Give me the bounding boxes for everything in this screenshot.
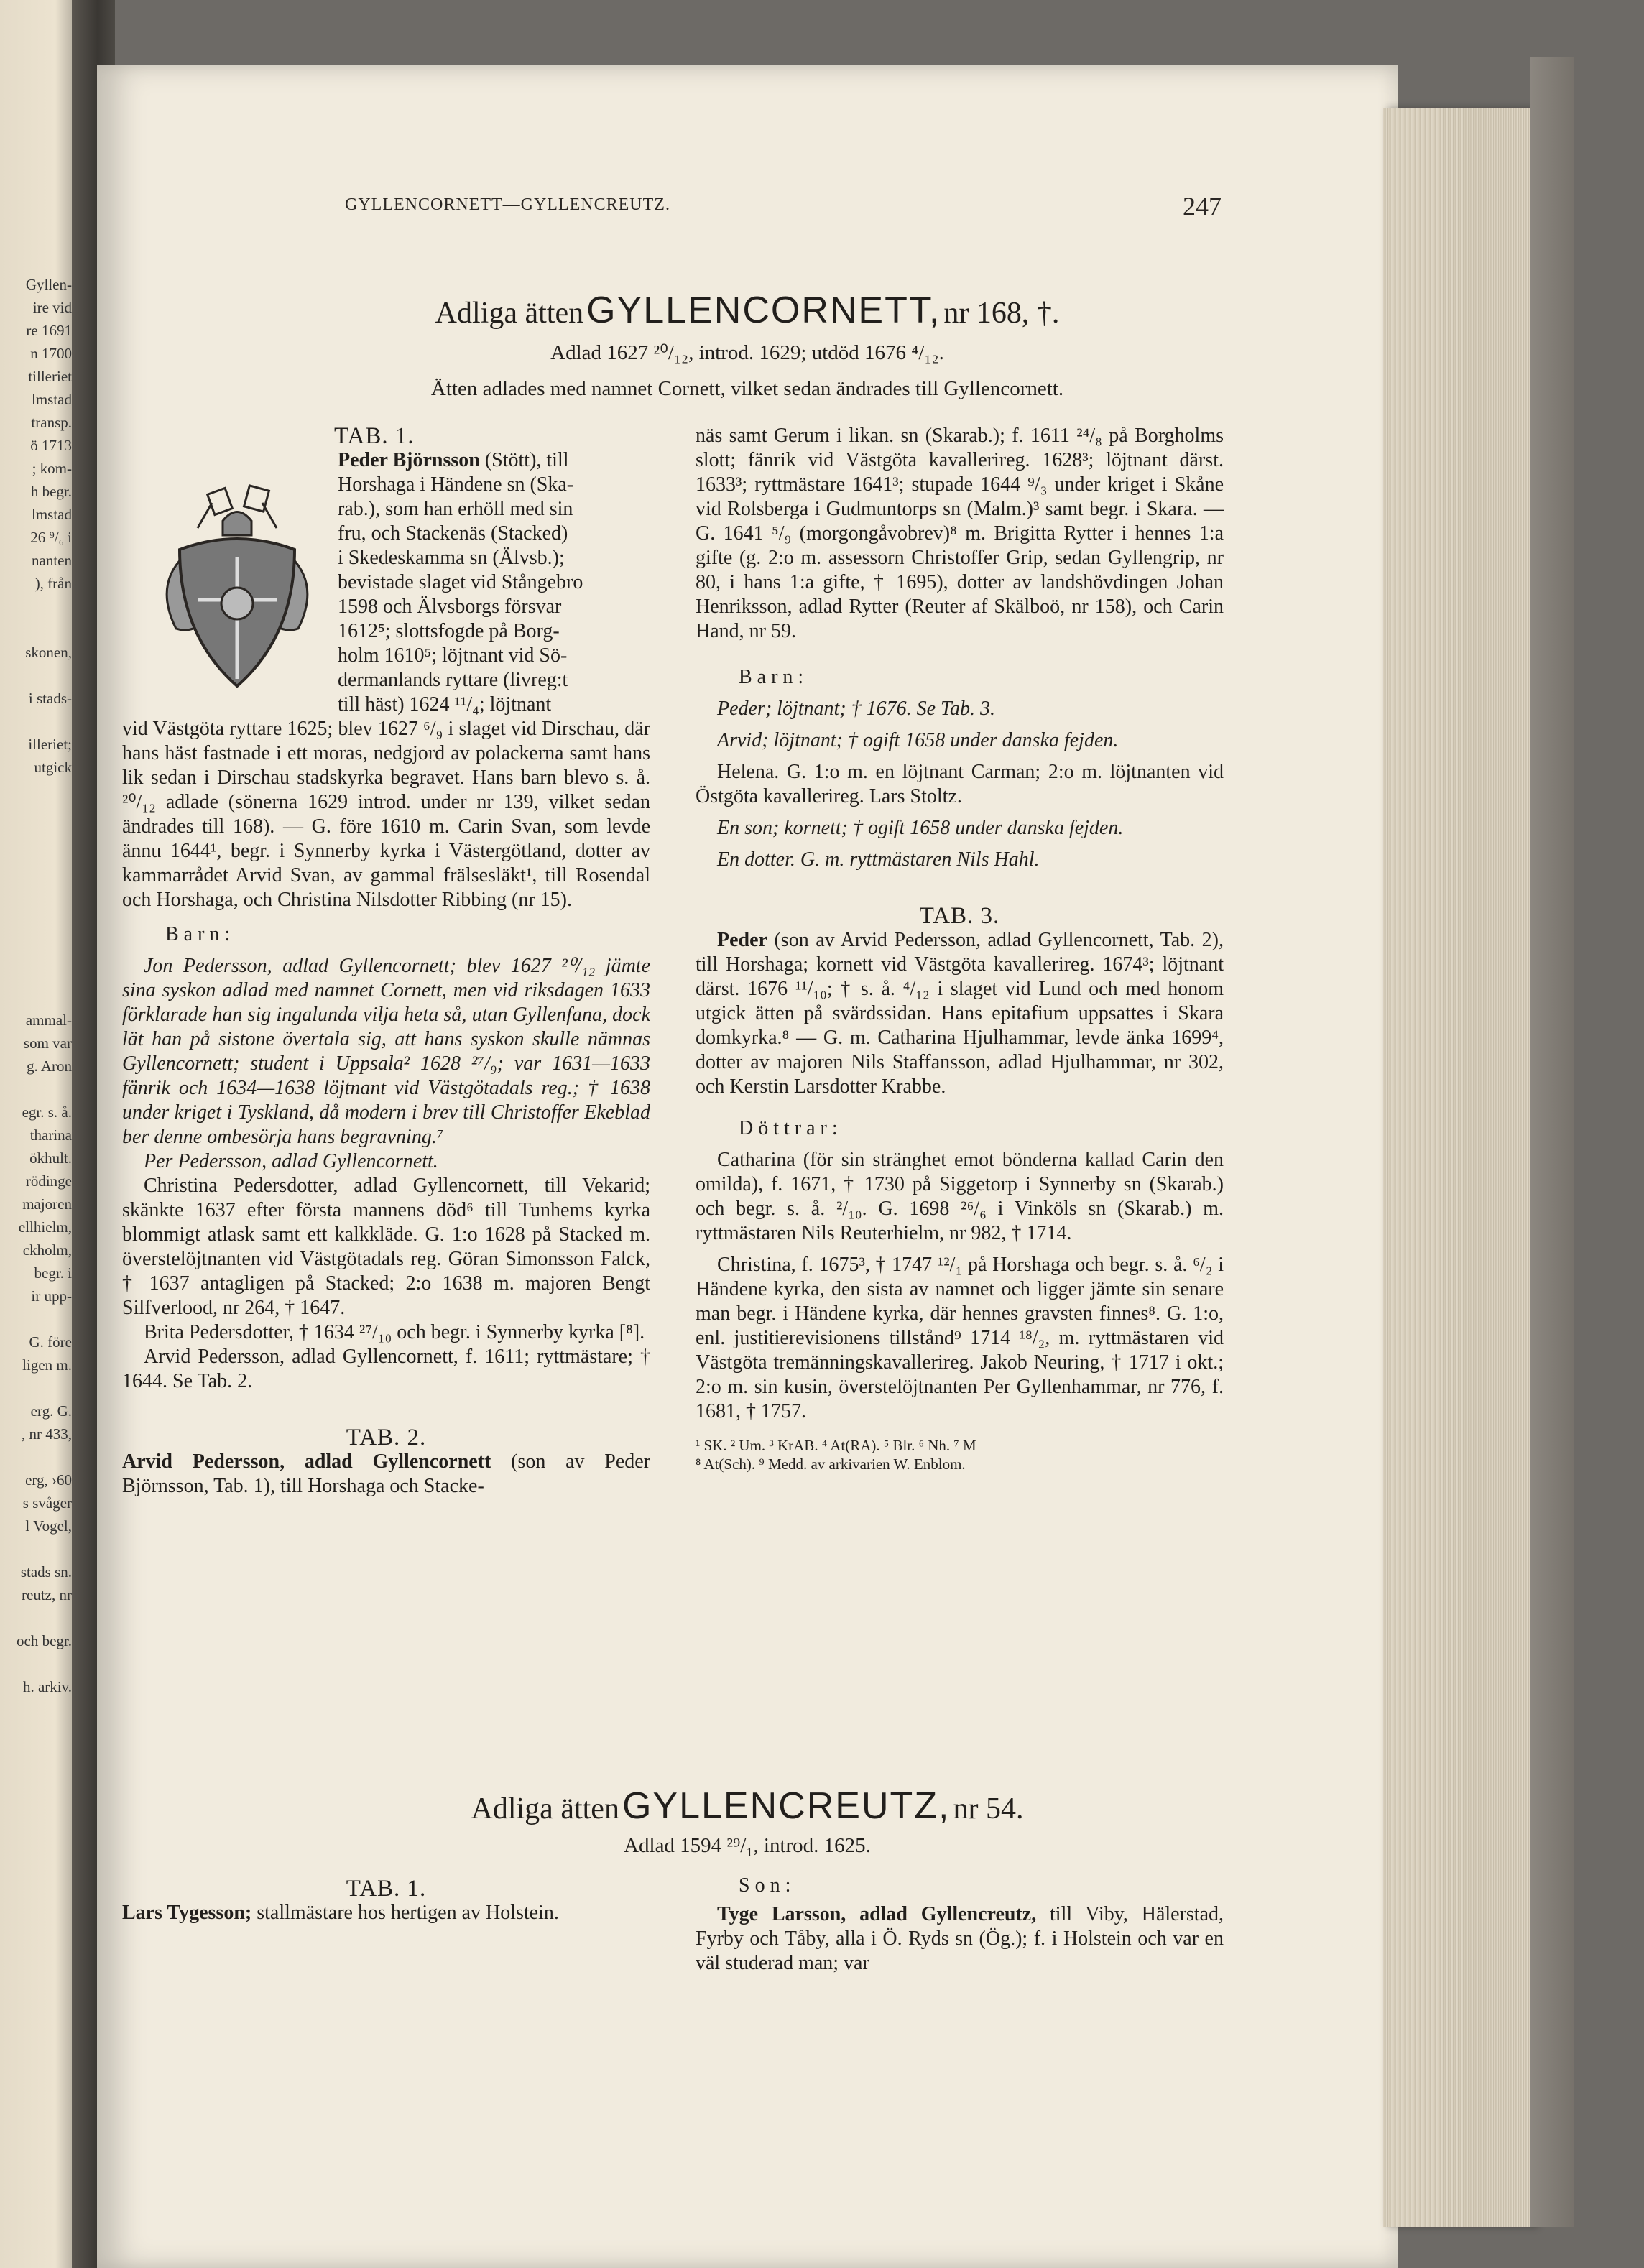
- arvid-entry: Arvid Pedersson, adlad Gyllencornett, f. 1611; ryttmästare; † 1644. Se Tab. 2.: [122, 1346, 650, 1392]
- peder-bjornsson-entry-top: [338, 448, 650, 717]
- left-page-line: h. arkiv.: [22, 1678, 72, 1695]
- left-page-line: [0, 963, 72, 986]
- tyge-entry: Tyge Larsson, adlad Gyllencreutz, till Viby, Hälerstad, Fyrby och Tåby, alla i Ö. Ryds sn (Ög.); f. i Holstein och var en väl studerad man; var: [696, 1903, 1224, 1974]
- left-page-line: lmstad: [32, 506, 72, 523]
- entry-line: [338, 497, 650, 522]
- left-page-line: ökhult.: [29, 1149, 72, 1167]
- left-page-line: 26 ⁹/₆ i: [30, 529, 72, 546]
- left-page-line: erg, ›60: [25, 1471, 72, 1489]
- left-page-line: [0, 779, 72, 802]
- entry-line: [338, 473, 650, 497]
- left-page-line: nanten: [32, 552, 72, 569]
- tab-3-entry: Peder (son av Arvid Pedersson, adlad Gyllencornett, Tab. 2), till Horshaga; kornett vid Västgöta kavallerireg. 1674³; löjtnant därst. 1676 ¹¹/₁₀; † s. å. ⁴/₁₂ i slaget vid Lund och med honom utgick ätten på svärdssidan. Hans epitafium uppsattes i Skara domkyrka.⁸ — G. m. Catharina Hjulhammar, levde änka 1699⁴, dotter av majoren Nils Staffansson, adlad Hjulhammar, nr 302, och Kerstin Larsdotter Krabbe.: [696, 929, 1224, 1098]
- christina-entry: Christina Pedersdotter, adlad Gyllencornett, till Vekarid; skänkte 1637 efter första mannens död⁶ till Tunhems kyrka blommigt atlask samt ett kalkkläde. G. 1:o 1628 på Stacked m. överstelöjtnanten vid Västgötadals reg. Göran Simonsson Falck, † 1637 antagligen på Stacked; 2:o 1638 m. majoren Bengt Silfverlood, nr 264, † 1647.: [122, 1175, 650, 1319]
- entry-line: [338, 570, 650, 595]
- per-entry: Per Pedersson, adlad Gyllencornett.: [144, 1150, 438, 1172]
- entry-line-text: Horshaga i Händene sn (Ska-: [338, 473, 574, 496]
- left-page-line: s svåger: [22, 1494, 72, 1512]
- section2-column-left: [122, 1876, 650, 1925]
- entry-line: [338, 693, 650, 717]
- section-subline: Adlad 1627 ²⁰/₁₂, introd. 1629; utdöd 1676 ⁴/₁₂.: [550, 341, 944, 364]
- left-page-line: ligen m.: [22, 1356, 72, 1374]
- footnotes-line-2: ⁸ At(Sch). ⁹ Medd. av arkivarien W. Enblom.: [696, 1455, 966, 1473]
- left-page-line: egr. s. å.: [22, 1103, 72, 1121]
- left-page-line: , nr 433,: [22, 1425, 72, 1443]
- left-page-line: [0, 917, 72, 940]
- arvid-child: Arvid; löjtnant; † ogift 1658 under danska fejden.: [717, 729, 1119, 751]
- left-page-line: [0, 1376, 72, 1399]
- left-page-line: ammal-: [25, 1012, 72, 1029]
- left-page-line: [0, 710, 72, 733]
- column-left: [122, 424, 650, 1499]
- lars-entry: Lars Tygesson; stallmästare hos hertigen av Holstein.: [122, 1902, 559, 1924]
- left-page-line: majoren: [22, 1195, 72, 1213]
- left-page-line: [0, 940, 72, 963]
- left-page-line: re 1691: [26, 322, 72, 339]
- entry-line: [338, 644, 650, 668]
- entry-line-text: fru, och Stackenäs (Stacked): [338, 522, 568, 545]
- left-page-line: tharina: [29, 1126, 72, 1144]
- left-page-line: ; kom-: [32, 460, 72, 477]
- left-page-line: [0, 1652, 72, 1675]
- christina-daughter: Christina, f. 1675³, † 1747 ¹²/₁ på Horshaga och begr. s. å. ⁶/₂ i Händene kyrka, den sista av namnet och ligger jämte sin senare man begr. i Händene kyrka, där hennes gravsten finnes⁸. G. 1:o, enl. justitierevisionens tillstånd⁹ 1714 ¹⁸/₂, m. ryttmästaren vid Västgöta tremänningskavallerireg. Jakob Neuring, † 1717 i okt.; 2:o m. sin kusin, överstelöjtnanten Per Gyllenhammar, nr 776, f. 1681, † 1757.: [696, 1254, 1224, 1422]
- jon-entry: Jon Pedersson, adlad Gyllencornett; blev 1627 ²⁰/₁₂ jämte sina syskon adlad med namnet Cornett, men vid riksdagen 1633 förklarade han sig ingalunda vilja heta så, utan Gyllenfana, dock lät han på sistone övertala sig, att hans syskon skulle nämnas Gyllencornett; student i Uppsala² 1628 ²⁷/₉; var 1631—1633 fänrik och 1634—1638 löjtnant vid Västgötadals reg.; † 1638 under kriget i Tyskland, då modern i brev till Christoffer Ekeblad ber denne ombesörja hans begravning.⁷: [122, 955, 650, 1148]
- entry-line: [338, 595, 650, 619]
- page-block-edges: [1383, 108, 1534, 2227]
- left-page-line: h begr.: [30, 483, 72, 500]
- brita-entry: Brita Pedersdotter, † 1634 ²⁷/₁₀ och begr. i Synnerby kyrka [⁸].: [144, 1321, 645, 1343]
- left-page-line: [0, 802, 72, 825]
- page-number: 247: [1183, 192, 1222, 221]
- en-son-child: En son; kornett; † ogift 1658 under danska fejden.: [717, 817, 1124, 839]
- entry-line-text: 1612⁵; slottsfogde på Borg-: [338, 620, 560, 642]
- en-dotter-child: En dotter. G. m. ryttmästaren Nils Hahl.: [717, 848, 1040, 871]
- left-page-line: [0, 848, 72, 871]
- left-page-line: ö 1713: [30, 437, 72, 454]
- left-page-line: [0, 1445, 72, 1468]
- left-page-line: ), från: [34, 575, 72, 592]
- left-page-line: [0, 618, 72, 641]
- section-heading-gyllencornett: Adliga ätten GYLLENCORNETT, nr 168, †.: [435, 290, 1060, 331]
- left-page-line: [0, 664, 72, 687]
- left-page-line: ckholm,: [22, 1241, 72, 1259]
- footnotes-line-1: ¹ SK. ² Um. ³ KrAB. ⁴ At(RA). ⁵ Blr. ⁶ Nh. ⁷ M: [696, 1437, 976, 1454]
- left-page-line: skonen,: [25, 644, 72, 661]
- entry-line: [338, 448, 650, 473]
- left-page-line: ir upp-: [31, 1287, 72, 1305]
- left-page-line: l Vogel,: [25, 1517, 72, 1535]
- arvid-tab2-continuation: näs samt Gerum i likan. sn (Skarab.); f. 1611 ²⁴/₈ på Borgholms slott; fänrik vid Västgöta kavallerireg. 1628³; löjtnant därst. 1633³; ryttmästare 1641³; stupade 1644 ⁹/₃ under kriget i Skåne vid Rolsberga i Gudmuntorps sn (Malm.)³ samt begr. i Skara. — G. 1641 ⁵/₉ (morgongåvobrev)⁸ m. Brigitta Rytter i hennes 1:a gifte (g. 2:o m. assessorn Christoffer Grip, sedan Gyllengrip, nr 80, i hans 1:a gifte, † 1695), dotter av landshövdingen Johan Henriksson, adlad Rytter (Reuter af Skälboö, nr 158), och Carin Hand, nr 59.: [696, 425, 1224, 642]
- left-page-line: G. före: [29, 1333, 72, 1351]
- left-page-line: rödinge: [25, 1172, 72, 1190]
- left-page-line: [0, 1307, 72, 1330]
- left-page-line: som var: [23, 1035, 72, 1052]
- dottrar-heading: Döttrar:: [739, 1117, 843, 1139]
- left-page-line: transp.: [31, 414, 72, 431]
- left-page-line: och begr.: [17, 1632, 72, 1649]
- entry-line-text: 1598 och Älvsborgs försvar: [338, 596, 562, 618]
- section2-tab-1-heading: TAB. 1.: [346, 1876, 427, 1902]
- left-page-line: begr. i: [34, 1264, 72, 1282]
- left-page-strip: [0, 0, 79, 2268]
- section-note: Ätten adlades med namnet Cornett, vilket sedan ändrades till Gyllencornett.: [430, 377, 1064, 400]
- running-head: [345, 192, 1222, 221]
- entry-line-text: (Stött), till: [484, 449, 569, 471]
- left-page-line: n 1700: [30, 345, 72, 362]
- entry-line: [338, 522, 650, 546]
- son-heading: Son:: [739, 1874, 796, 1897]
- left-page-line: reutz, nr: [22, 1586, 72, 1603]
- entry-line-text: bevistade slaget vid Stångebro: [338, 571, 583, 593]
- left-page-line: [0, 1078, 72, 1101]
- entry-line-text: till häst) 1624 ¹¹/₄; löjtnant: [338, 693, 552, 716]
- left-page-line: [0, 986, 72, 1009]
- book-cover-edge: [1530, 57, 1574, 2227]
- left-page-line: Gyllen-: [25, 276, 72, 293]
- left-page-line: [0, 894, 72, 917]
- entry-line-text: i Skedeskamma sn (Älvsb.);: [338, 547, 565, 569]
- tab-2-heading: TAB. 2.: [346, 1425, 427, 1450]
- peder-child: Peder; löjtnant; † 1676. Se Tab. 3.: [717, 698, 996, 720]
- entry-line-text: dermanlands ryttare (livreg:t: [338, 669, 568, 691]
- left-page-line: g. Aron: [27, 1057, 72, 1075]
- entry-line: [338, 546, 650, 570]
- section2-column-right: [696, 1874, 1224, 1976]
- left-page-line: illeriet;: [28, 736, 72, 753]
- left-page-line: [0, 825, 72, 848]
- left-page-line: ellhielm,: [18, 1218, 72, 1236]
- entry-line: [338, 668, 650, 693]
- entry-line: [338, 619, 650, 644]
- barn-heading: Barn:: [165, 923, 236, 945]
- entry-line-text: rab.), som han erhöll med sin: [338, 498, 573, 520]
- left-page-line: erg. G.: [30, 1402, 72, 1420]
- tab-1-heading: TAB. 1.: [334, 423, 415, 449]
- tab-2-entry: Arvid Pedersson, adlad Gyllencornett (son av Peder Björnsson, Tab. 1), till Horshaga och Stacke-: [122, 1450, 650, 1497]
- left-page-line: lmstad: [32, 391, 72, 408]
- entry-line-text: holm 1610⁵; löjtnant vid Sö-: [338, 644, 568, 667]
- left-page-line: [0, 1606, 72, 1629]
- left-page-line: [0, 595, 72, 618]
- left-page-text: [0, 273, 72, 1698]
- barn-heading-2: Barn:: [739, 666, 809, 688]
- tab-3-heading: TAB. 3.: [919, 903, 1000, 929]
- catharina-daughter: Catharina (för sin stränghet emot bönderna kallad Carin den omilda), f. 1671, † 1730 på Siggetorp i Synnerby sn (Skarab.) och begr. s. å. ²/₁₀. G. 1698 ²⁶/₆ i Vinköls sn (Skarab.) m. ryttmästaren Nils Reuterhielm, nr 982, † 1714.: [696, 1149, 1224, 1244]
- helena-child: Helena. G. 1:o m. en löjtnant Carman; 2:o m. löjtnanten vid Östgöta kavallerireg. Lars Stoltz.: [696, 761, 1224, 807]
- section-heading-gyllencreutz: Adliga ätten GYLLENCREUTZ, nr 54.: [471, 1785, 1024, 1827]
- left-page-line: utgick: [34, 759, 72, 776]
- column-right: [696, 424, 1224, 1473]
- running-head-title: GYLLENCORNETT—GYLLENCREUTZ.: [345, 195, 670, 214]
- left-page-line: [0, 1537, 72, 1560]
- entry-name: Peder Björnsson: [338, 449, 485, 471]
- left-page-line: ire vid: [32, 299, 72, 316]
- peder-bjornsson-entry-rest: vid Västgöta ryttare 1625; blev 1627 ⁶/₉ i slaget vid Dirschau, där hans häst fastnade i ett moras, nedgjord av polackerna samt hans lik sedan i Dirschau stadskyrka begravet. Hans barn blevo s. å. ²⁰/₁₂ adlade (sönerna 1629 introd. under nr 139, vilket sedan ändrades till 168). — G. före 1610 m. Carin Svan, som levde ännu 1644¹, begr. i Synnerby kyrka i Västergötland, dotter av kammarrådet Arvid Svan, av gammal frälsesläkt¹, till Rosendal och Horshaga, och Christina Nilsdotter Ribbing (nr 15).: [122, 718, 650, 911]
- left-page-line: i stads-: [28, 690, 72, 707]
- section2-subline: Adlad 1594 ²⁹/₁, introd. 1625.: [624, 1834, 871, 1857]
- left-page-line: [0, 871, 72, 894]
- left-page-line: tilleriet: [28, 368, 72, 385]
- left-page-line: stads sn.: [20, 1563, 72, 1580]
